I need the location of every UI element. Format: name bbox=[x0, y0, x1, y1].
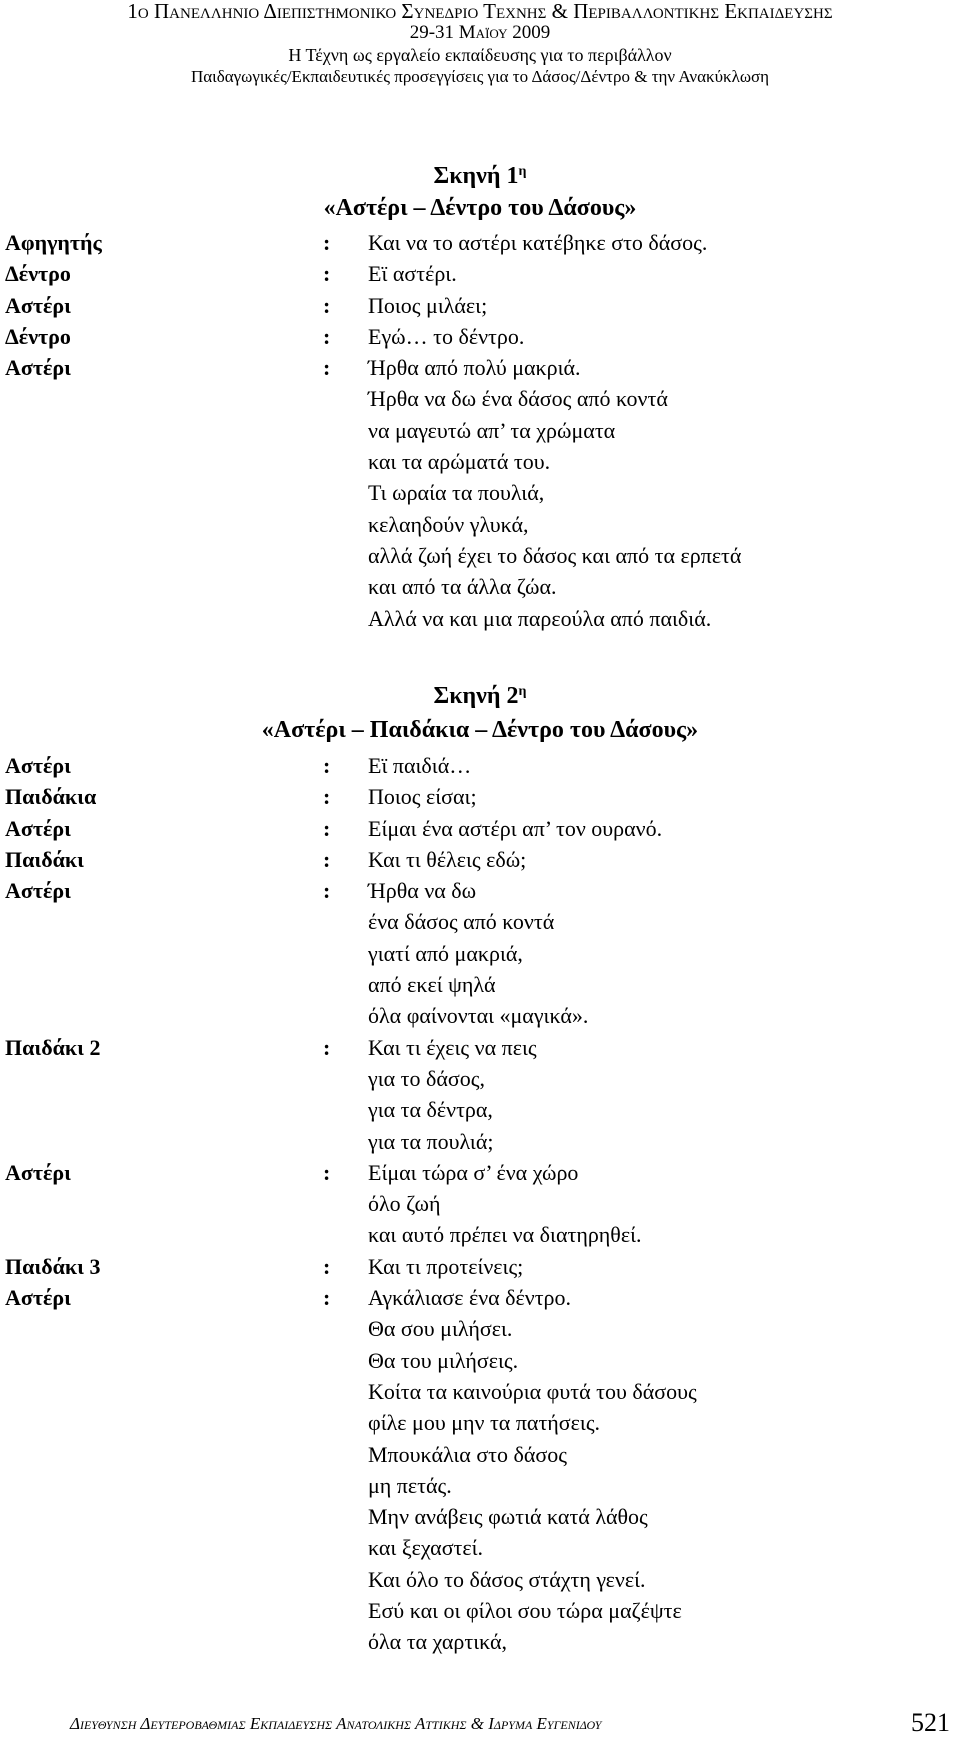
speech-line: για τα πουλιά; bbox=[368, 1128, 494, 1154]
speaker-name: Αφηγητής bbox=[5, 230, 102, 255]
speech-line: Και τι θέλεις εδώ; bbox=[368, 846, 527, 872]
speech-line: από εκεί ψηλά bbox=[368, 972, 496, 998]
scene2-subtitle: «Αστέρι – Παιδάκια – Δέντρο του Δάσους» bbox=[261, 717, 699, 743]
speech-line: Ποιος μιλάει; bbox=[368, 292, 488, 318]
speech-line: Και όλο το δάσος στάχτη γενεί. bbox=[368, 1566, 646, 1592]
speaker-name: Αστέρι bbox=[5, 1159, 71, 1185]
speech-line: Και να το αστέρι κατέβηκε στο δάσος. bbox=[368, 230, 708, 255]
scene2-heading: Σκηνή $2^\eta$ bbox=[433, 683, 527, 709]
speaker-colon: : bbox=[323, 230, 331, 255]
dialogue-row bbox=[5, 290, 945, 321]
speech-line: Ήρθα να δω ένα δάσος από κοντά bbox=[368, 386, 668, 412]
speech-lines bbox=[368, 1032, 945, 1157]
speaker-colon: : bbox=[323, 1285, 331, 1311]
speech-line: Εγώ… το δέντρο. bbox=[368, 323, 525, 349]
scene1-subtitle: «Αστέρι – Δέντρο του Δάσους» bbox=[323, 195, 637, 221]
page-number: 521 bbox=[911, 1708, 950, 1737]
speech-line: αλλά ζωή έχει το δάσος και από τα ερπετά bbox=[368, 542, 742, 568]
speaker-name: Παιδάκι 2 bbox=[5, 1034, 101, 1060]
footer-institution: Διευθυνση Δευτεροβαθμιας Εκπαιδευσης Ανατολικης Αττικης & Ιδρυμα Ευγενιδου bbox=[70, 1714, 602, 1733]
speech-lines bbox=[368, 321, 945, 352]
speaker-name: Αστέρι bbox=[5, 355, 71, 381]
dialogue-row bbox=[5, 1251, 945, 1282]
speaker-name: Δέντρο bbox=[5, 261, 71, 287]
speaker-colon: : bbox=[323, 846, 331, 872]
speech-line: Μην ανάβεις φωτιά κατά λάθος bbox=[368, 1504, 648, 1530]
speech-line: Θα σου μιλήσει. bbox=[368, 1316, 513, 1342]
speech-lines bbox=[368, 227, 945, 258]
page-header bbox=[0, 0, 960, 88]
speaker-name: Αστέρι bbox=[5, 1285, 71, 1311]
dialogue-row bbox=[5, 844, 945, 875]
dialogue-row bbox=[5, 875, 945, 1031]
speaker-colon: : bbox=[323, 355, 331, 381]
speech-line: Ήρθα από πολύ μακριά. bbox=[368, 355, 581, 381]
speaker-name: Δέντρο bbox=[5, 323, 71, 349]
speaker-name: Αστέρι bbox=[5, 878, 71, 904]
speech-lines bbox=[368, 1282, 945, 1658]
speaker-colon: : bbox=[323, 292, 331, 318]
speaker-colon: : bbox=[323, 784, 331, 810]
dialogue-row bbox=[5, 1157, 945, 1251]
scene1-dialogue bbox=[5, 227, 945, 634]
speech-lines bbox=[368, 290, 945, 321]
speaker-colon: : bbox=[323, 323, 331, 349]
speech-line: Θα του μιλήσεις. bbox=[368, 1347, 519, 1373]
dialogue-row bbox=[5, 781, 945, 812]
scene1-heading: Σκηνή $1^\eta$ bbox=[433, 163, 527, 189]
speech-lines bbox=[368, 750, 945, 781]
speaker-colon: : bbox=[323, 1159, 331, 1185]
speech-lines bbox=[368, 781, 945, 812]
speech-line: και τα αρώματά του. bbox=[368, 449, 551, 475]
speech-line: και ξεχαστεί. bbox=[368, 1535, 484, 1561]
speaker-name: Αστέρι bbox=[5, 815, 71, 841]
speech-line: όλα τα χαρτικά, bbox=[368, 1629, 508, 1655]
conference-theme: Η Τέχνη ως εργαλείο εκπαίδευσης για το περιβάλλον bbox=[288, 45, 672, 65]
speech-line: και αυτό πρέπει να διατηρηθεί. bbox=[368, 1222, 642, 1248]
speech-lines bbox=[368, 1251, 945, 1282]
speaker-colon: : bbox=[323, 878, 331, 904]
speech-line: για τα δέντρα, bbox=[368, 1097, 493, 1123]
speech-line: ένα δάσος από κοντά bbox=[368, 909, 555, 935]
speech-lines bbox=[368, 844, 945, 875]
speaker-colon: : bbox=[323, 1253, 331, 1279]
speaker-colon: : bbox=[323, 1034, 331, 1060]
speech-line: όλο ζωή bbox=[368, 1191, 441, 1217]
speech-line: γιατί από μακριά, bbox=[368, 940, 523, 966]
speaker-name: Αστέρι bbox=[5, 753, 71, 778]
dialogue-row bbox=[5, 321, 945, 352]
speech-line: Εσύ και οι φίλοι σου τώρα μαζέψτε bbox=[368, 1598, 682, 1624]
dialogue-row bbox=[5, 227, 945, 258]
speaker-colon: : bbox=[323, 815, 331, 841]
speech-line: να μαγευτώ απ’ τα χρώματα bbox=[368, 417, 616, 443]
speech-line: Αλλά να και μια παρεούλα από παιδιά. bbox=[368, 605, 712, 631]
speech-line: Εϊ παιδιά… bbox=[368, 753, 472, 778]
speech-line: Μπουκάλια στο δάσος bbox=[368, 1441, 567, 1467]
speech-line: Και τι έχεις να πεις bbox=[368, 1034, 537, 1060]
speech-lines bbox=[368, 813, 945, 844]
speech-line: και από τα άλλα ζώα. bbox=[368, 574, 557, 600]
speech-line: μη πετάς. bbox=[368, 1472, 452, 1498]
conference-subtheme: Παιδαγωγικές/Εκπαιδευτικές προσεγγίσεις για το Δάσος/Δέντρο & την Ανακύκλωση bbox=[190, 67, 770, 86]
speech-line: Εϊ αστέρι. bbox=[368, 261, 457, 287]
speech-line: Αγκάλιασε ένα δέντρο. bbox=[368, 1285, 572, 1311]
conference-title: 1ο Πανελληνιο Διεπιστημονικο Συνεδριο Τεχνης & Περιβαλλοντικης Εκπαιδευσης bbox=[127, 0, 833, 23]
speech-line: Τι ωραία τα πουλιά, bbox=[368, 480, 545, 506]
dialogue-row bbox=[5, 1032, 945, 1157]
speech-line: Είμαι τώρα σ’ ένα χώρο bbox=[368, 1159, 579, 1185]
speaker-name: Παιδάκι bbox=[5, 846, 84, 872]
dialogue-row bbox=[5, 258, 945, 289]
speaker-name: Παιδάκια bbox=[5, 784, 97, 810]
scene2-dialogue bbox=[5, 750, 945, 1658]
speech-line: όλα φαίνονται «μαγικά». bbox=[368, 1003, 589, 1029]
dialogue-row bbox=[5, 352, 945, 634]
speech-lines bbox=[368, 875, 945, 1031]
speech-line: Κοίτα τα καινούρια φυτά του δάσους bbox=[368, 1378, 697, 1404]
dialogue-row bbox=[5, 813, 945, 844]
speech-line: κελαηδούν γλυκά, bbox=[368, 511, 529, 537]
conference-dates: 29-31 Μαϊου 2009 bbox=[409, 22, 551, 43]
speech-line: Και τι προτείνεις; bbox=[368, 1253, 524, 1279]
speech-line: Ποιος είσαι; bbox=[368, 784, 477, 810]
speech-lines bbox=[368, 258, 945, 289]
speech-line: φίλε μου μην τα πατήσεις. bbox=[368, 1410, 601, 1436]
dialogue-row bbox=[5, 750, 945, 781]
dialogue-row bbox=[5, 1282, 945, 1658]
speech-lines bbox=[368, 1157, 945, 1251]
speech-line: Είμαι ένα αστέρι απ’ τον ουρανό. bbox=[368, 815, 663, 841]
speaker-name: Αστέρι bbox=[5, 292, 71, 318]
speaker-colon: : bbox=[323, 753, 331, 778]
speaker-colon: : bbox=[323, 261, 331, 287]
speaker-name: Παιδάκι 3 bbox=[5, 1253, 101, 1279]
speech-line: Ήρθα να δω bbox=[368, 878, 477, 904]
speech-lines bbox=[368, 352, 945, 634]
speech-line: για το δάσος, bbox=[368, 1065, 485, 1091]
